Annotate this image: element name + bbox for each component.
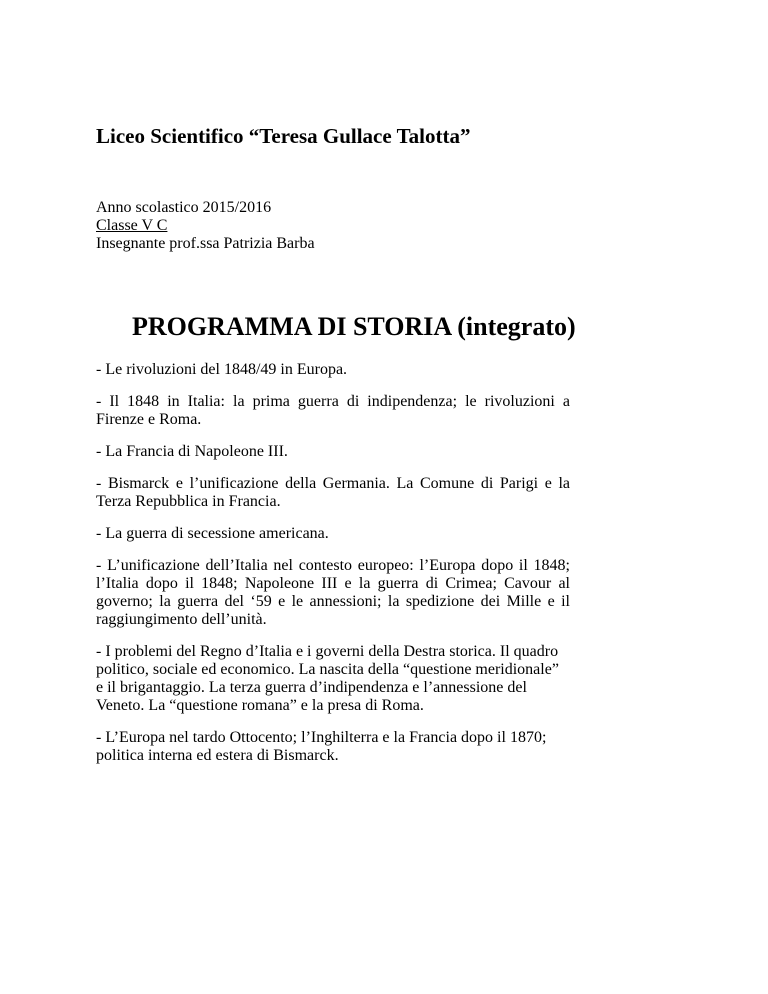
program-item: - La Francia di Napoleone III. (96, 443, 288, 460)
program-item: - Bismarck e l’unificazione della Germania. La Comune di Parigi e la Terza Repubblica in Francia. (96, 475, 570, 510)
program-title: PROGRAMMA DI STORIA (integrato) (132, 312, 576, 341)
class-info (96, 199, 315, 253)
program-item: - La guerra di secessione americana. (96, 525, 329, 542)
school-year: Anno scolastico 2015/2016 (96, 199, 272, 216)
program-item: - L’Europa nel tardo Ottocento; l’Inghilterra e la Francia dopo il 1870; politica interna ed estera di Bismarck. (96, 729, 547, 764)
teacher-name: Insegnante prof.ssa Patrizia Barba (96, 235, 315, 252)
program-item: - Il 1848 in Italia: la prima guerra di indipendenza; le rivoluzioni a Firenze e Roma. (96, 393, 570, 428)
program-topics-list (96, 361, 570, 779)
program-item: - I problemi del Regno d’Italia e i governi della Destra storica. Il quadro politico, sociale ed economico. La nascita della “questione meridionale” e il brigantaggio. La terza guerra d’indipendenza e l’annessione del Veneto. La “questione romana” e la presa di Roma. (96, 643, 559, 714)
program-item: - Le rivoluzioni del 1848/49 in Europa. (96, 361, 348, 378)
school-title: Liceo Scientifico “Teresa Gullace Talotta” (96, 124, 471, 148)
program-item: - L’unificazione dell’Italia nel contesto europeo: l’Europa dopo il 1848; l’Italia dopo il 1848; Napoleone III e la guerra di Crimea; Cavour al governo; la guerra del ‘59 e le annessioni; la spedizione dei Mille e il raggiungimento dell’unità. (96, 557, 570, 628)
class-name: Classe V C (96, 217, 168, 234)
